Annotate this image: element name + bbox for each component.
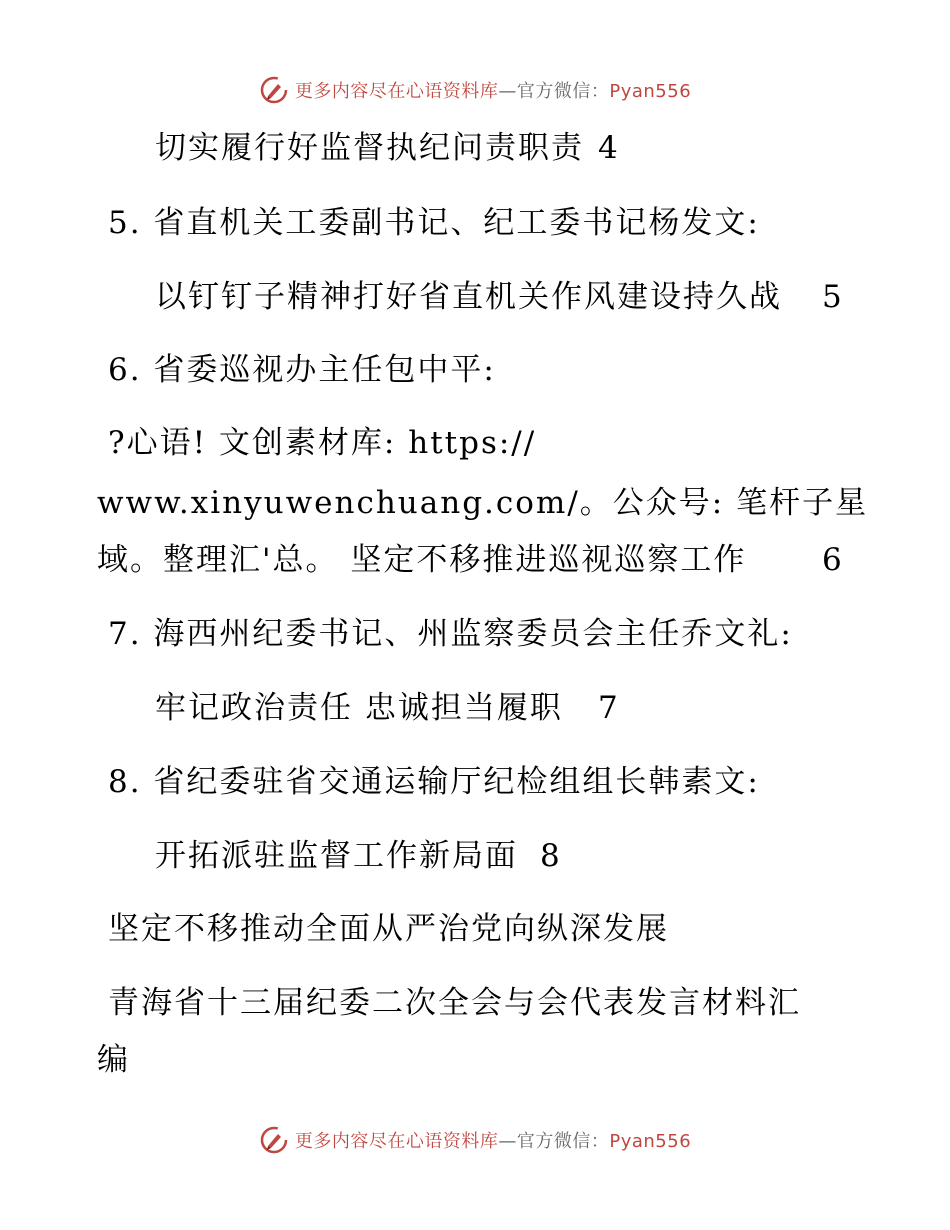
banner-content [259,75,691,105]
toc-line-5: ?心语! 文创素材库: https:// [108,425,537,461]
toc-line-3: 以钉钉子精神打好省直机关作风建设持久战 [155,279,782,315]
toc-line-1: 切实履行好监督执纪问责职责 [155,130,584,166]
toc-line-6: www.xinyuwenchuang.com/。公众号: 笔杆子星 [97,485,869,521]
banner-main: 更多内容尽在心语资料库 [294,81,499,102]
header-banner [0,70,950,110]
toc-line-8: 7. 海西州纪委书记、州监察委员会主任乔文礼: [108,616,793,652]
toc-page-1: 4 [598,130,618,166]
toc-line-9: 牢记政治责任 忠诚担当履职 [155,690,563,726]
toc-line-11: 开拓派驻监督工作新局面 [155,838,518,874]
banner-wechat-label: 官方微信： [516,1131,610,1152]
pen-logo-icon [259,1125,289,1155]
toc-line-2: 5. 省直机关工委副书记、纪工委书记杨发文: [108,205,760,241]
banner-wechat-id: Pyan556 [609,1131,692,1152]
toc-line-13: 青海省十三届纪委二次全会与会代表发言材料汇 [108,985,801,1021]
toc-line-4: 6. 省委巡视办主任包中平: [108,352,496,388]
banner-text [295,1127,691,1153]
banner-dash: — [498,81,517,102]
banner-text [295,77,691,103]
toc-page-9: 7 [598,690,618,726]
toc-line-12: 坚定不移推动全面从严治党向纵深发展 [108,911,669,947]
toc-line-10: 8. 省纪委驻省交通运输厅纪检组组长韩素文: [108,764,760,800]
toc-line-7: 域。整理汇'总。 坚定不移推进巡视巡察工作 [97,542,747,578]
toc-page-3: 5 [822,279,842,315]
footer-banner [0,1120,950,1160]
banner-content [259,1125,691,1155]
pen-logo-icon [259,75,289,105]
banner-wechat-label: 官方微信： [516,81,610,102]
toc-page-11: 8 [540,838,560,874]
toc-page-7: 6 [822,542,842,578]
toc-line-14: 编 [97,1042,130,1078]
banner-wechat-id: Pyan556 [609,81,692,102]
banner-main: 更多内容尽在心语资料库 [294,1131,499,1152]
banner-dash: — [498,1131,517,1152]
